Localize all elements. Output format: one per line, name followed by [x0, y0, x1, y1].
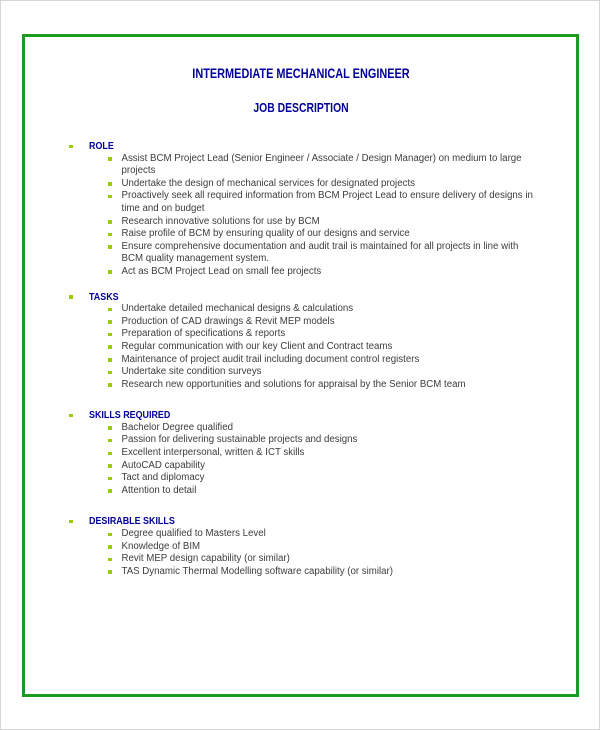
list-item — [25, 328, 577, 341]
list-item-text: Passion for delivering sustainable projects and designs — [121, 434, 358, 446]
square-bullet-icon — [108, 157, 112, 161]
square-bullet-icon — [108, 439, 112, 443]
list-item-text: Ensure comprehensive documentation and audit trail is maintained for all projects in line with BCM quality management system. — [121, 240, 519, 265]
section-header — [25, 291, 577, 304]
section-items — [25, 303, 577, 391]
list-item-text: Attention to detail — [121, 484, 197, 496]
list-item — [25, 422, 577, 435]
list-item-text: Act as BCM Project Lead on small fee projects — [121, 265, 322, 277]
list-item — [25, 190, 577, 215]
list-item-text: Research new opportunities and solutions for appraisal by the Senior BCM team — [121, 378, 466, 390]
sections-container — [25, 140, 577, 578]
list-item-text: Excellent interpersonal, written & ICT skills — [121, 447, 305, 459]
list-item — [25, 341, 577, 354]
list-item — [25, 216, 577, 229]
square-bullet-icon — [108, 545, 112, 549]
square-bullet-icon — [108, 452, 112, 456]
square-bullet-icon — [108, 195, 112, 199]
list-item-text: Undertake site condition surveys — [121, 366, 262, 378]
square-bullet-icon — [108, 245, 112, 249]
list-item-text: Preparation of specifications & reports — [121, 328, 286, 340]
square-bullet-icon — [108, 333, 112, 337]
square-bullet-icon — [108, 308, 112, 312]
square-bullet-icon — [108, 270, 112, 274]
square-bullet-icon — [69, 520, 73, 524]
list-item-text: Production of CAD drawings & Revit MEP models — [121, 315, 335, 327]
square-bullet-icon — [108, 358, 112, 362]
square-bullet-icon — [69, 295, 73, 299]
document-subtitle: JOB DESCRIPTION — [253, 100, 349, 115]
list-item — [25, 379, 577, 392]
list-item-text: Knowledge of BIM — [121, 540, 201, 552]
list-item-text: Maintenance of project audit trail including document control registers — [121, 353, 420, 365]
section-heading: TASKS — [88, 290, 119, 303]
list-item-text: Degree qualified to Masters Level — [121, 528, 266, 540]
list-item-text: Proactively seek all required information from BCM Project Lead to ensure delivery of designs in time and on budget — [121, 190, 533, 214]
list-item — [25, 266, 577, 279]
list-item — [25, 228, 577, 241]
list-item — [25, 528, 577, 541]
square-bullet-icon — [108, 489, 112, 493]
square-bullet-icon — [108, 320, 112, 324]
list-item — [25, 447, 577, 460]
list-item — [25, 366, 577, 379]
list-item-text: Undertake detailed mechanical designs & calculations — [121, 303, 354, 315]
section — [25, 409, 577, 497]
list-item — [25, 553, 577, 566]
square-bullet-icon — [108, 558, 112, 562]
section — [25, 515, 577, 578]
section-header — [25, 140, 577, 153]
list-item — [25, 472, 577, 485]
section-items — [25, 153, 577, 279]
list-item — [25, 485, 577, 498]
page-content — [25, 65, 577, 578]
section — [25, 140, 577, 279]
square-bullet-icon — [108, 345, 112, 349]
list-item-text: Research innovative solutions for use by BCM — [121, 215, 320, 227]
list-item-text: AutoCAD capability — [121, 459, 205, 471]
section-heading: DESIRABLE SKILLS — [88, 515, 175, 528]
list-item-text: Bachelor Degree qualified — [121, 421, 233, 433]
list-item — [25, 434, 577, 447]
square-bullet-icon — [108, 383, 112, 387]
square-bullet-icon — [108, 182, 112, 186]
square-bullet-icon — [108, 570, 112, 574]
list-item-text: Undertake the design of mechanical services for designated projects — [121, 177, 415, 189]
list-item-text: TAS Dynamic Thermal Modelling software capability (or similar) — [121, 565, 394, 577]
list-item-text: Revit MEP design capability (or similar) — [121, 553, 290, 565]
list-item — [25, 303, 577, 316]
section-items — [25, 422, 577, 498]
square-bullet-icon — [108, 533, 112, 537]
list-item-text: Tact and diplomacy — [121, 472, 205, 484]
list-item — [25, 241, 577, 266]
square-bullet-icon — [108, 220, 112, 224]
document-title: INTERMEDIATE MECHANICAL ENGINEER — [192, 65, 410, 81]
list-item — [25, 460, 577, 473]
square-bullet-icon — [108, 477, 112, 481]
list-item — [25, 566, 577, 579]
list-item-text: Raise profile of BCM by ensuring quality of our designs and service — [121, 228, 410, 240]
square-bullet-icon — [108, 464, 112, 468]
section-header — [25, 515, 577, 528]
square-bullet-icon — [108, 426, 112, 430]
section-heading: ROLE — [88, 140, 114, 152]
square-bullet-icon — [108, 371, 112, 375]
list-item-text: Regular communication with our key Client and Contract teams — [121, 340, 393, 352]
list-item — [25, 354, 577, 367]
list-item — [25, 316, 577, 329]
section-header — [25, 409, 577, 422]
square-bullet-icon — [69, 145, 73, 149]
section-heading: SKILLS REQUIRED — [88, 409, 170, 422]
list-item — [25, 153, 577, 178]
list-item — [25, 541, 577, 554]
square-bullet-icon — [108, 233, 112, 237]
square-bullet-icon — [69, 414, 73, 418]
list-item-text: Assist BCM Project Lead (Senior Engineer / Associate / Design Manager) on medium to large projects — [121, 152, 522, 177]
list-item — [25, 178, 577, 191]
section — [25, 291, 577, 392]
section-items — [25, 528, 577, 578]
